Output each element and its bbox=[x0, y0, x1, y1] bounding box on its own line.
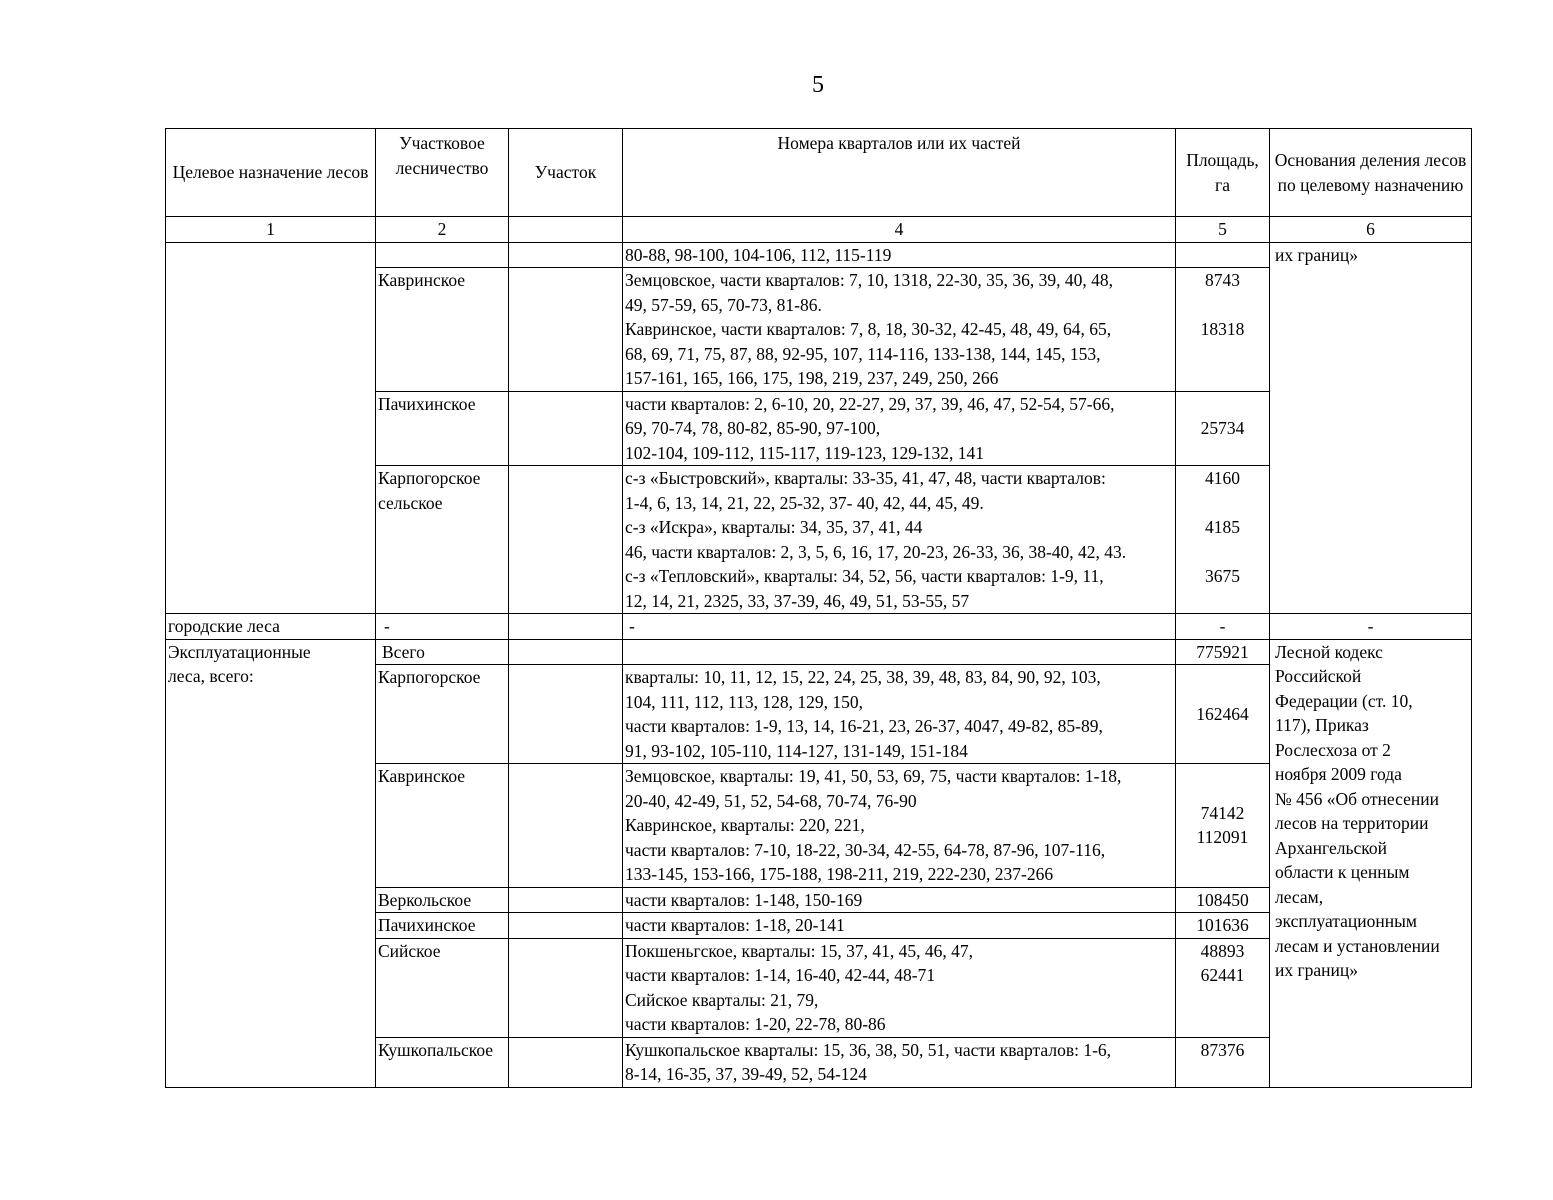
quarters-cell bbox=[623, 466, 1176, 614]
quarters-line: Земцовское, части кварталов: 7, 10, 1318, 22-30, 35, 36, 39, 40, 48, bbox=[625, 270, 1114, 290]
area-value: 62441 bbox=[1200, 965, 1245, 985]
header-area: Площадь, га bbox=[1176, 129, 1270, 217]
area-value: 8743 bbox=[1205, 270, 1240, 290]
quarters-line: части кварталов: 7-10, 18-22, 30-34, 42-55, 64-78, 87-96, 107-116, bbox=[625, 839, 1106, 860]
quarters-line: с-з «Тепловский», кварталы: 34, 52, 56, части кварталов: 1-9, 11, bbox=[625, 566, 1104, 586]
quarters-line: 157-161, 165, 166, 175, 198, 219, 237, 249, 250, 266 bbox=[625, 368, 999, 388]
area-cell: 25734 bbox=[1176, 391, 1270, 466]
forestry-total-label: Всего bbox=[376, 639, 509, 665]
quarters-line: Кавринское, кварталы: 220, 221, bbox=[625, 815, 865, 835]
area-cell-empty bbox=[1176, 242, 1270, 268]
quarters-cell bbox=[623, 391, 1176, 466]
plot-cell-empty bbox=[509, 268, 623, 392]
quarters-line: Кушкопальское кварталы: 15, 36, 38, 50, 51, части кварталов: 1-6, bbox=[625, 1039, 1112, 1060]
forestry-name: Пачихинское bbox=[376, 913, 509, 939]
header-basis: Основания деления лесов по целевому назначению bbox=[1270, 129, 1472, 217]
area-value: 74142 bbox=[1200, 802, 1245, 823]
plot-cell-empty bbox=[509, 887, 623, 913]
area-value: 18318 bbox=[1200, 319, 1245, 339]
area-value: 48893 bbox=[1200, 940, 1245, 961]
plot-cell-empty bbox=[509, 764, 623, 888]
area-value: 3675 bbox=[1205, 566, 1240, 586]
quarters-cell: части кварталов: 1-18, 20-141 bbox=[623, 913, 1176, 939]
quarters-line: Земцовское, кварталы: 19, 41, 50, 53, 69, 75, части кварталов: 1-18, bbox=[625, 766, 1122, 786]
forestry-name: Кавринское bbox=[376, 764, 509, 888]
page-number: 5 bbox=[812, 72, 824, 98]
col-number bbox=[509, 217, 623, 243]
col-number: 1 bbox=[166, 217, 376, 243]
purpose-name: городские леса bbox=[166, 614, 376, 640]
header-forestry: Участковое лесничество bbox=[376, 129, 509, 217]
table-row bbox=[166, 242, 1472, 268]
area-cell: - bbox=[1176, 614, 1270, 640]
forestry-name: Пачихинское bbox=[376, 391, 509, 466]
quarters-line: 20-40, 42-49, 51, 52, 54-68, 70-74, 76-90 bbox=[625, 790, 917, 811]
quarters-cell: 80-88, 98-100, 104-106, 112, 115-119 bbox=[623, 242, 1176, 268]
table-row bbox=[166, 639, 1472, 665]
quarters-cell-empty bbox=[623, 639, 1176, 665]
quarters-cell bbox=[623, 1037, 1176, 1087]
quarters-line: Покшеньгское, кварталы: 15, 37, 41, 45, 46, 47, bbox=[625, 940, 973, 961]
purpose-cell-empty bbox=[166, 242, 376, 614]
quarters-line: части кварталов: 1-14, 16-40, 42-44, 48-71 bbox=[625, 965, 936, 985]
header-purpose: Целевое назначение лесов bbox=[166, 129, 376, 217]
area-cell bbox=[1176, 268, 1270, 392]
quarters-line: части кварталов: 1-9, 13, 14, 16-21, 23, 26-37, 4047, 49-82, 85-89, bbox=[625, 716, 1103, 736]
quarters-line: части кварталов: 2, 6-10, 20, 22-27, 29, 37, 39, 46, 47, 52-54, 57-66, bbox=[625, 393, 1115, 414]
quarters-line: 1-4, 6, 13, 14, 21, 22, 25-32, 37- 40, 42, 44, 45, 49. bbox=[625, 492, 984, 513]
area-total: 775921 bbox=[1176, 639, 1270, 665]
area-cell bbox=[1176, 938, 1270, 1037]
col-number: 6 bbox=[1270, 217, 1472, 243]
col-number: 5 bbox=[1176, 217, 1270, 243]
quarters-cell bbox=[623, 268, 1176, 392]
quarters-line: 69, 70-74, 78, 80-82, 85-90, 97-100, bbox=[625, 418, 881, 438]
forestry-name: Сийское bbox=[376, 938, 509, 1037]
quarters-cell: части кварталов: 1-148, 150-169 bbox=[623, 887, 1176, 913]
quarters-cell bbox=[623, 764, 1176, 888]
quarters-line: кварталы: 10, 11, 12, 15, 22, 24, 25, 38, 39, 48, 83, 84, 90, 92, 103, bbox=[625, 667, 1101, 687]
quarters-line: Сийское кварталы: 21, 79, bbox=[625, 989, 819, 1010]
area-cell: 162464 bbox=[1176, 665, 1270, 764]
area-value: 4160 bbox=[1205, 468, 1240, 488]
header-plot: Участок bbox=[509, 129, 623, 217]
quarters-line: 8-14, 16-35, 37, 39-49, 52, 54-124 bbox=[625, 1064, 868, 1084]
plot-cell-empty bbox=[509, 1037, 623, 1087]
quarters-line: Кавринское, части кварталов: 7, 8, 18, 30-32, 42-45, 48, 49, 64, 65, bbox=[625, 319, 1112, 339]
basis-cell: их границ» bbox=[1270, 242, 1472, 614]
forestry-name: Карпогорское bbox=[376, 665, 509, 764]
quarters-line: 46, части кварталов: 2, 3, 5, 6, 16, 17, 20-23, 26-33, 36, 38-40, 42, 43. bbox=[625, 541, 1127, 562]
plot-cell-empty bbox=[509, 639, 623, 665]
quarters-line: 91, 93-102, 105-110, 114-127, 131-149, 151-184 bbox=[625, 740, 968, 761]
basis-cell: - bbox=[1270, 614, 1472, 640]
forestry-name: Веркольское bbox=[376, 887, 509, 913]
header-quarters: Номера кварталов или их частей bbox=[623, 129, 1176, 217]
area-cell bbox=[1176, 466, 1270, 614]
area-cell: 87376 bbox=[1176, 1037, 1270, 1087]
forestry-cell: - bbox=[376, 614, 509, 640]
col-number: 4 bbox=[623, 217, 1176, 243]
quarters-cell bbox=[623, 938, 1176, 1037]
quarters-line: с-з «Искра», кварталы: 34, 35, 37, 41, 44 bbox=[625, 517, 923, 537]
forestry-name: Кавринское bbox=[376, 268, 509, 392]
plot-cell-empty bbox=[509, 938, 623, 1037]
area-cell: 101636 bbox=[1176, 913, 1270, 939]
col-number: 2 bbox=[376, 217, 509, 243]
quarters-line: с-з «Быстровский», кварталы: 33-35, 41, 47, 48, части кварталов: bbox=[625, 468, 1106, 488]
plot-cell-empty bbox=[509, 665, 623, 764]
plot-cell-empty bbox=[509, 242, 623, 268]
table-row bbox=[166, 614, 1472, 640]
basis-cell: Лесной кодекс Российской Федерации (ст. 10, 117), Приказ Рослесхоза от 2 ноября 2009 года № 456 «Об отнесении лесов на территории Архангельской области к ценным лесам, эксплуатационным лесам и установлении их границ» bbox=[1270, 639, 1472, 1087]
forestry-name: Карпогорское сельское bbox=[376, 466, 509, 614]
plot-cell-empty bbox=[509, 614, 623, 640]
column-number-row bbox=[166, 217, 1472, 243]
forestry-name: Кушкопальское bbox=[376, 1037, 509, 1087]
forest-table bbox=[165, 128, 1472, 1088]
quarters-cell bbox=[623, 665, 1176, 764]
quarters-line: 104, 111, 112, 113, 128, 129, 150, bbox=[625, 691, 864, 712]
purpose-name: Эксплуатационные леса, всего: bbox=[166, 639, 376, 1087]
plot-cell-empty bbox=[509, 391, 623, 466]
plot-cell-empty bbox=[509, 466, 623, 614]
plot-cell-empty bbox=[509, 913, 623, 939]
quarters-line: 49, 57-59, 65, 70-73, 81-86. bbox=[625, 294, 822, 315]
quarters-line: 102-104, 109-112, 115-117, 119-123, 129-132, 141 bbox=[625, 442, 985, 463]
area-value: 112091 bbox=[1196, 827, 1249, 848]
quarters-line: 68, 69, 71, 75, 87, 88, 92-95, 107, 114-116, 133-138, 144, 145, 153, bbox=[625, 343, 1101, 364]
area-cell bbox=[1176, 764, 1270, 888]
quarters-line: 12, 14, 21, 2325, 33, 37-39, 46, 49, 51, 53-55, 57 bbox=[625, 590, 970, 611]
forestry-cell-empty bbox=[376, 242, 509, 268]
quarters-line: 133-145, 153-166, 175-188, 198-211, 219, 222-230, 237-266 bbox=[625, 864, 1054, 884]
header-row bbox=[166, 129, 1472, 217]
area-cell: 108450 bbox=[1176, 887, 1270, 913]
area-value: 4185 bbox=[1205, 517, 1240, 537]
quarters-cell: - bbox=[623, 614, 1176, 640]
quarters-line: части кварталов: 1-20, 22-78, 80-86 bbox=[625, 1014, 886, 1034]
